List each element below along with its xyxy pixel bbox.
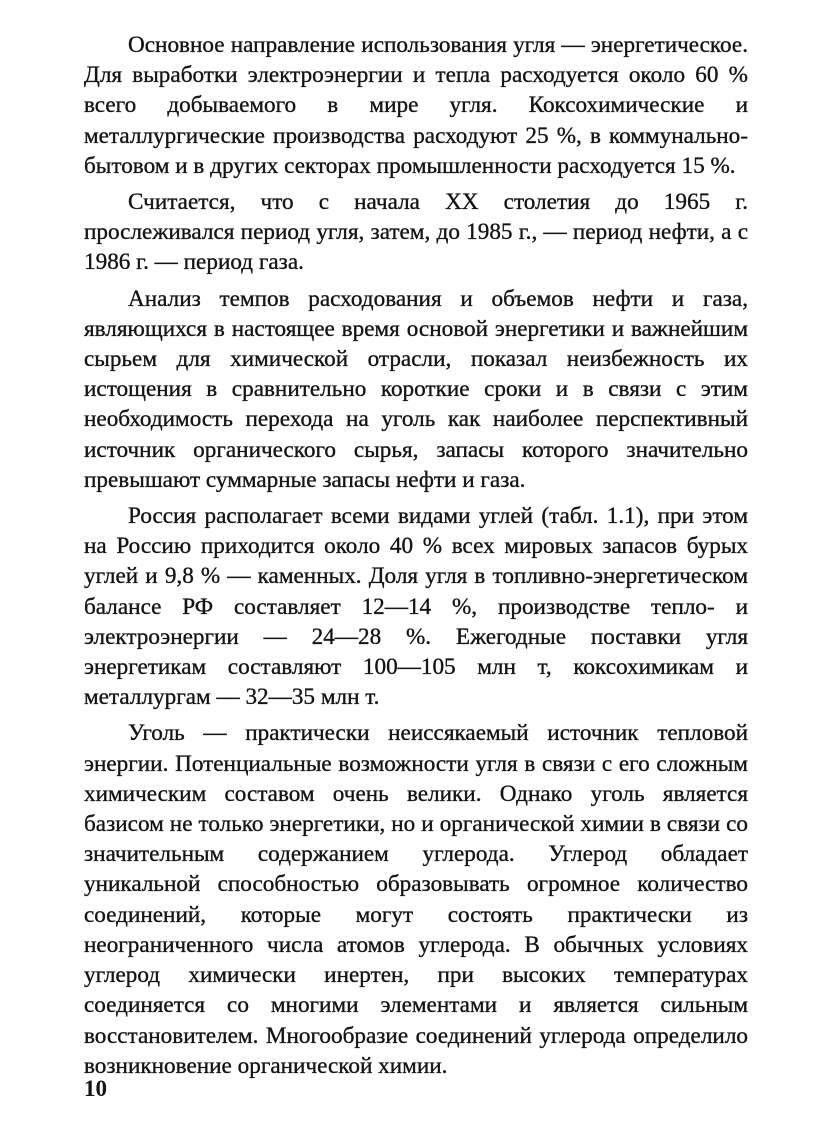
paragraph-oil-gas-depletion: Анализ темпов расходования и объемов нефти и газа, являющихся в настоящее время основой энергетики и важнейшим сырьем для химической отрасли, показал неизбежность их истощения в сравнительно короткие сроки и в связи с этим необходимость перехода на уголь как наиболее перспективный источник органического сырья, запасы которого значительно превышают суммарные запасы нефти и газа. <box>84 285 748 493</box>
paragraph-russia-coal-reserves: Россия располагает всеми видами углей (табл. 1.1), при этом на Россию приходится около 40 % всех мировых запасов бурых углей и 9,8 % — каменных. Доля угля в топливно-энергетическом балансе РФ составляет 12—14 %, производстве тепло- и электроэнергии — 24—28 %. Ежегодные поставки угля энергетикам составляют 100—105 млн т, коксохимикам и металлургам — 32—35 млн т. <box>84 503 748 711</box>
page-number: 10 <box>84 1076 107 1101</box>
page-body <box>84 30 748 1087</box>
paragraph-coal-usage: Основное направление использования угля — энергетическое. Для выработки электроэнергии и тепла расходуется около 60 % всего добываемого в мире угля. Коксохимические и металлургические производства расходуют 25 %, в коммунально-бытовом и в других секторах промышленности расходуется 15 %. <box>84 32 748 179</box>
paragraph-fuel-periods: Считается, что с начала XX столетия до 1965 г. прослеживался период угля, затем, до 1985 г., — период нефти, а с 1986 г. — период газа. <box>84 189 748 276</box>
paragraph-coal-carbon-chemistry: Уголь — практически неиссякаемый источник тепловой энергии. Потенциальные возможности угля в связи с его сложным химическим составом очень велики. Однако уголь является базисом не только энергетики, но и органической химии в связи со значительным содержанием углерода. Углерод обладает уникальной способностью образовывать огромное количество соединений, которые могут состоять практически из неограниченного числа атомов углерода. В обычных условиях углерод химически инертен, при высоких температурах соединяется со многими элементами и является сильным восстановителем. Многообразие соединений углерода определило возникновение органической химии. <box>84 720 748 1079</box>
